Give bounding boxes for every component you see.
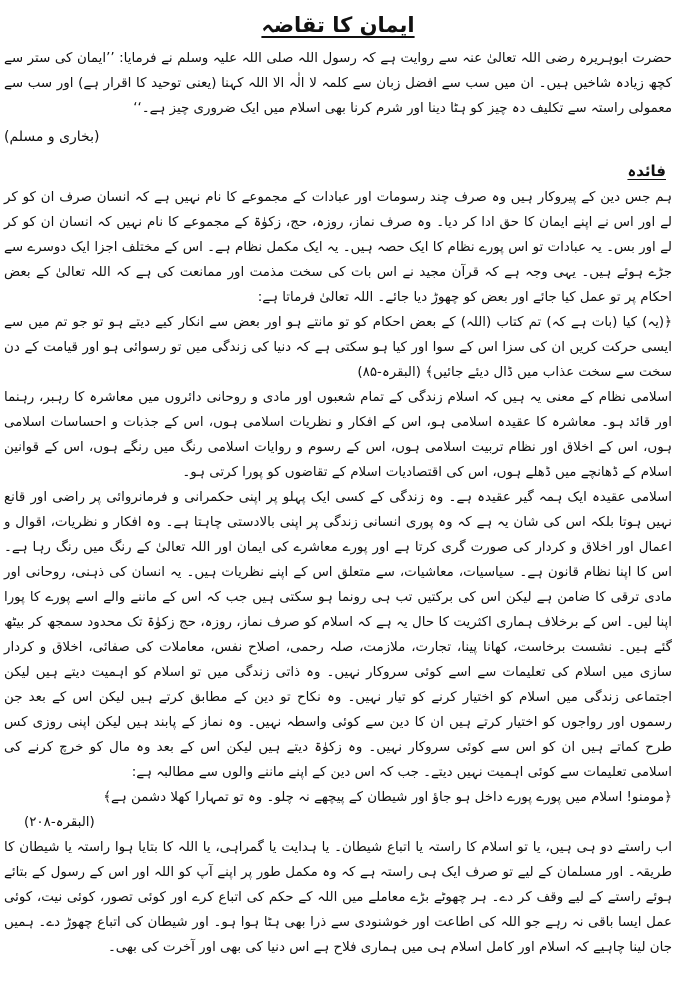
faida-heading: فائدہ	[627, 162, 666, 180]
faida-paragraph-1: ہم جس دین کے پیروکار ہیں وہ صرف چند رسومات اور عبادات کے مجموعے کا نام نہیں ہے کہ انسان صرف ان کو کر لے اور اس نے اپنے ایمان کا حق ادا کر دیا۔ وہ صرف نماز، روزہ، حج، زکوٰۃ کے مجموعے کا نام نہیں کہ انسان ان کو کر لے اور بس۔ یہ عبادات تو اس پورے نظام کا ایک حصہ ہیں۔ یہ ایک مکمل نظام ہے۔ اس کے مختلف اجزا ایک دوسرے سے جڑے ہوئے ہیں۔ یہی وجہ ہے کہ قرآن مجید نے اس بات کی سخت مذمت اور ممانعت کی ہے کہ اللہ تعالیٰ کے بعض احکام پر تو عمل کیا جائے اور بعض کو چھوڑ دیا جائے۔ اللہ تعالیٰ فرماتا ہے:	[4, 190, 672, 305]
quran-verse-baqarah-85: ﴿(یہ) کیا (بات ہے کہ) تم کتاب (اللہ) کے بعض احکام کو تو مانتے ہو اور بعض سے انکار کیے دیتے ہو تو جو تم میں سے ایسی حرکت کریں ان کی سزا اس کے سوا اور کیا ہو سکتی ہے کہ دنیا کی زندگی میں تو رسوائی ہو اور قیامت کے دن سخت سے سخت عذاب میں ڈال دیئے جائیں﴾ (البقرہ-۸۵)	[4, 315, 672, 380]
hadith-reference	[4, 123, 654, 151]
faida-paragraph-2: اسلامی نظام کے معنی یہ ہیں کہ اسلام زندگی کے تمام شعبوں اور مادی و روحانی دائروں میں معاشرہ کا رہبر، رہنما اور قائد ہو۔ معاشرہ کا عقیدہ اسلامی ہو، اس کے افکار و نظریات اسلامی ہوں، اس کے جذبات و احساسات اسلامی ہوں، اس کے اخلاق اور نظام تربیت اسلامی ہوں، اس کے رسوم و روایات اسلامی رنگ میں رنگے ہوں، اس کے قوانین اسلام کے ڈھانچے میں ڈھلے ہوں، اس کی اقتصادیات اسلام کے تقاضوں کو پورا کرتی ہو۔	[4, 390, 672, 480]
faida-paragraph-3: اسلامی عقیدہ ایک ہمہ گیر عقیدہ ہے۔ وہ زندگی کے کسی ایک پہلو پر اپنی حکمرانی و فرمانروائی پر راضی اور قانع نہیں ہوتا بلکہ اس کی شان یہ ہے کہ وہ پوری انسانی زندگی پر اپنی بالادستی چاہتا ہے۔ وہ افکار و نظریات، اقوال و اعمال اور اخلاق و کردار کی صورت گری کرتا ہے اور پورے معاشرے کی ایمان اور اللہ تعالیٰ کے رنگ میں رنگ رہا ہے۔ اس کا اپنا نظام قانون ہے۔ سیاسیات، معاشیات، سے متعلق اس کے اپنے نظریات ہیں۔ یہ انسان کی ذہنی، روحانی اور مادی ترقی کا ضامن ہے لیکن اس کی برکتیں تب ہی رونما ہو سکتی ہیں جب کہ اس کے ماننے والے اسے پورے کا پورا اپنا لیں۔ اس کے برخلاف ہماری اکثریت کا حال یہ ہے کہ اسلام کو صرف نماز، روزہ، حج زکوٰۃ تک محدود سمجھ کر بیٹھ گئے ہیں۔ نشست برخاست، کھانا پینا، تجارت، ملازمت، صلہ رحمی، اصلاح نفس، معاملات کی صفائی، اخلاق و کردار سازی میں اسلام کی تعلیمات سے اسے کوئی سروکار نہیں۔ وہ ذاتی زندگی میں تو اسلام کو اہمیت دیتے ہیں لیکن اجتماعی زندگی میں اسلام کو اختیار کرنے کو تیار نہیں۔ وہ نکاح تو دین کے مطابق کرتے ہیں لیکن اس کے بعد جن رسموں اور رواجوں کو اختیار کرتے ہیں ان کا دین سے کوئی واسطہ نہیں۔ وہ نماز کے پابند ہیں لیکن اپنی روزی کس طرح کماتے ہیں ان کو اس سے کوئی سروکار نہیں۔ وہ زکوٰۃ دیتے ہیں لیکن اس کے بعد وہ مال کو خرچ کرنے کی اسلامی تعلیمات سے کوئی اہمیت نہیں دیتے۔ جب کہ اس دین کے اپنے ماننے والوں سے مطالبہ ہے:	[4, 490, 672, 780]
quran-verse-baqarah-208: ﴿مومنو! اسلام میں پورے پورے داخل ہو جاؤ اور شیطان کے پیچھے نہ چلو۔ وہ تو تمہارا کھلا دشمن ہے﴾	[103, 790, 672, 805]
faida-paragraph-4: اب راستے دو ہی ہیں، یا تو اسلام کا راستہ یا اتباع شیطان۔ یا ہدایت یا گمراہی، یا اللہ کا بتایا ہوا راستہ یا شیطان کا طریقہ۔ اور مسلمان کے لیے تو صرف ایک ہی راستہ ہے کہ وہ مکمل طور پر اپنے آپ کو اللہ اور اس کے رسول کے بتائے ہوئے راستے کے لیے وقف کر دے۔ ہر چھوٹے بڑے معاملے میں اللہ کے حکم کی اتباع کرے اور کوئی تصور، کوئی نیت، کوئی عمل ایسا باقی نہ رہے جو اللہ کی اطاعت اور خوشنودی سے ذرا بھی ہٹا ہوا ہو۔ اور شیطان کی اتباع چھوڑ دے۔ ہمیں جان لینا چاہیے کہ اسلام اور کامل اسلام ہی میں ہماری فلاح ہے اس دنیا کی بھی اور آخرت کی بھی۔	[4, 840, 672, 955]
hadith-reference-label: (بخاری و مسلم)	[4, 129, 100, 145]
hadith-text: حضرت ابوہریرہ رضی اللہ تعالیٰ عنہ سے روایت ہے کہ رسول اللہ صلی اللہ علیہ وسلم نے فرمایا: ’’ایمان کی ستر سے کچھ زیادہ شاخیں ہیں۔ ان میں سب سے افضل زبان سے کلمہ لا الٰہ الا اللہ کہنا (یعنی توحید کا اقرار ہے) اور سب سے معمولی راستہ سے تکلیف دہ چیز کو ہٹا دینا اور شرم کرنا بھی اسلام میں ایک ضروری چیز ہے۔‘‘	[4, 51, 672, 116]
verse-reference-baqarah-208: (البقرہ-۲۰۸)	[24, 815, 95, 830]
page-title: ایمان کا تقاضہ	[261, 13, 415, 37]
